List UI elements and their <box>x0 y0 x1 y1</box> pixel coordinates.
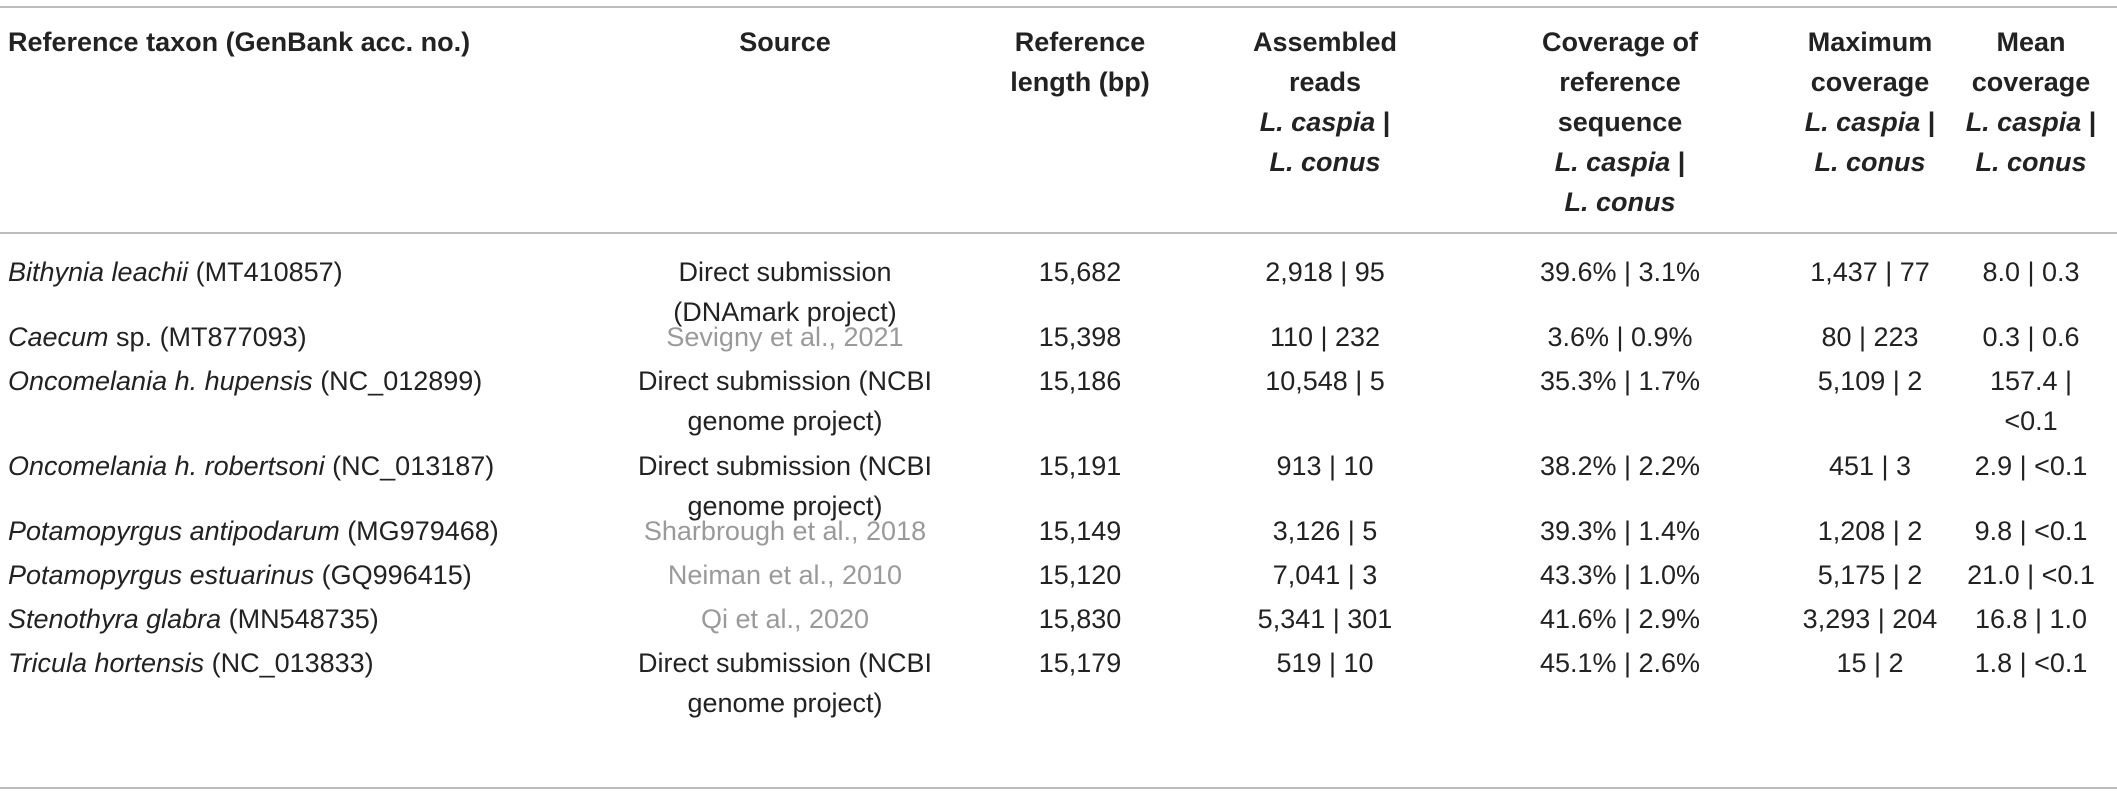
source-line2: genome project) <box>687 491 883 521</box>
cell-taxon <box>8 361 598 401</box>
cell-reference-length: 15,120 <box>1038 560 1122 590</box>
accession-number: (NC_012899) <box>312 366 483 396</box>
cell-reference-length: 15,830 <box>1038 604 1122 634</box>
cell-reference-length: 15,682 <box>1038 257 1122 287</box>
source-citation-link[interactable]: Sharbrough et al., 2018 <box>643 516 927 546</box>
accession-number: (MT410857) <box>188 257 343 287</box>
cell-max-coverage: 451 | 3 <box>1828 451 1912 481</box>
header-meancov-line1: Mean <box>1996 27 2066 57</box>
table-top-rule <box>0 6 2117 8</box>
cell-coverage: 39.3% | 1.4% <box>1539 516 1701 546</box>
header-assembled-reads <box>1180 22 1470 182</box>
mean-line1: 2.9 | <0.1 <box>1974 451 2088 481</box>
mean-line1: 21.0 | <0.1 <box>1967 560 2095 590</box>
header-maxcov-species1: L. caspia <box>1804 107 1921 137</box>
header-coverage-line1: Coverage of <box>1541 27 1699 57</box>
header-maxcov-species2: L. conus <box>1814 147 1926 177</box>
header-meancov-separator: | <box>2081 107 2097 137</box>
header-source-label: Source <box>739 27 831 57</box>
header-assembled-line1: Assembled <box>1252 27 1398 57</box>
table-header-rule <box>0 232 2117 234</box>
cell-max-coverage: 1,208 | 2 <box>1817 516 1923 546</box>
cell-mean-coverage <box>1945 252 2117 292</box>
header-coverage-species2: L. conus <box>1564 187 1676 217</box>
cell-coverage: 41.6% | 2.9% <box>1539 604 1701 634</box>
header-mean-coverage <box>1945 22 2117 182</box>
cell-coverage: 45.1% | 2.6% <box>1539 648 1701 678</box>
cell-coverage: 43.3% | 1.0% <box>1539 560 1701 590</box>
cell-reference-length: 15,191 <box>1038 451 1122 481</box>
cell-reference-length: 15,398 <box>1038 322 1122 352</box>
cell-mean-coverage <box>1945 361 2117 441</box>
accession-number: (NC_013833) <box>204 648 374 678</box>
cell-reference-length: 15,179 <box>1038 648 1122 678</box>
taxon-name: Potamopyrgus estuarinus <box>8 560 315 590</box>
header-maxcov-separator: | <box>1920 107 1936 137</box>
cell-assembled-reads: 2,918 | 95 <box>1265 257 1385 287</box>
cell-taxon <box>8 446 598 486</box>
table-bottom-rule <box>0 787 2117 789</box>
taxon-name: Tricula hortensis <box>8 648 205 678</box>
cell-max-coverage: 1,437 | 77 <box>1810 257 1930 287</box>
header-coverage-line2: reference <box>1559 67 1681 97</box>
cell-taxon <box>8 599 598 639</box>
header-assembled-separator: | <box>1375 107 1391 137</box>
source-line1: Direct submission (NCBI <box>637 451 933 481</box>
header-assembled-species1: L. caspia <box>1259 107 1376 137</box>
source-citation-link[interactable]: Neiman et al., 2010 <box>667 560 903 590</box>
header-maxcov-line2: coverage <box>1810 67 1930 97</box>
source-citation-link[interactable]: Qi et al., 2020 <box>700 604 870 634</box>
cell-assembled-reads: 5,341 | 301 <box>1257 604 1393 634</box>
header-assembled-species2: L. conus <box>1269 147 1381 177</box>
header-reference-length <box>980 22 1180 102</box>
header-assembled-line2: reads <box>1288 67 1362 97</box>
cell-assembled-reads: 110 | 232 <box>1269 322 1381 352</box>
cell-mean-coverage <box>1945 555 2117 595</box>
cell-coverage: 3.6% | 0.9% <box>1547 322 1693 352</box>
source-line1: Direct submission <box>678 257 892 287</box>
header-meancov-line2: coverage <box>1971 67 2091 97</box>
cell-assembled-reads: 3,126 | 5 <box>1272 516 1378 546</box>
cell-reference-length: 15,149 <box>1038 516 1122 546</box>
header-coverage-line3: sequence <box>1557 107 1683 137</box>
taxon-name: Oncomelania h. robertsoni <box>8 451 325 481</box>
cell-mean-coverage <box>1945 643 2117 683</box>
cell-taxon <box>8 555 598 595</box>
cell-max-coverage: 15 | 2 <box>1836 648 1904 678</box>
header-source <box>590 22 980 62</box>
accession-number: (MG979468) <box>339 516 499 546</box>
header-maxcov-line1: Maximum <box>1807 27 1933 57</box>
cell-taxon <box>8 511 598 551</box>
header-coverage-species1: L. caspia <box>1554 147 1671 177</box>
header-meancov-species2: L. conus <box>1975 147 2087 177</box>
accession-number: (NC_013187) <box>324 451 495 481</box>
cell-assembled-reads: 913 | 10 <box>1276 451 1374 481</box>
cell-taxon <box>8 643 598 683</box>
mean-line1: 1.8 | <0.1 <box>1974 648 2088 678</box>
cell-assembled-reads: 10,548 | 5 <box>1265 366 1385 396</box>
taxon-name: Oncomelania h. hupensis <box>8 366 313 396</box>
source-line2: genome project) <box>687 406 883 436</box>
cell-max-coverage: 5,175 | 2 <box>1817 560 1923 590</box>
header-reference-length-line1: Reference <box>1014 27 1146 57</box>
taxon-name: Bithynia leachii <box>8 257 189 287</box>
header-maximum-coverage <box>1770 22 1970 182</box>
mean-line1: 16.8 | 1.0 <box>1974 604 2088 634</box>
mean-line1: 8.0 | 0.3 <box>1982 257 2080 287</box>
cell-assembled-reads: 519 | 10 <box>1276 648 1374 678</box>
accession-number: (MN548735) <box>221 604 379 634</box>
cell-source <box>590 361 980 441</box>
cell-mean-coverage <box>1945 511 2117 551</box>
source-line2: genome project) <box>687 688 883 718</box>
cell-coverage: 39.6% | 3.1% <box>1539 257 1701 287</box>
cell-reference-length: 15,186 <box>1038 366 1122 396</box>
cell-source[interactable] <box>590 555 980 595</box>
cell-source[interactable] <box>590 511 980 551</box>
cell-source <box>590 643 980 723</box>
header-coverage-separator: | <box>1670 147 1686 177</box>
accession-number: (GQ996415) <box>314 560 472 590</box>
source-line1: Direct submission (NCBI <box>637 366 933 396</box>
accession-number: sp. (MT877093) <box>108 322 307 352</box>
cell-taxon <box>8 317 598 357</box>
taxon-name: Stenothyra glabra <box>8 604 222 634</box>
cell-coverage: 38.2% | 2.2% <box>1539 451 1701 481</box>
cell-mean-coverage <box>1945 317 2117 357</box>
mean-line2: <0.1 <box>2004 406 2058 436</box>
mean-line1: 9.8 | <0.1 <box>1974 516 2088 546</box>
mean-line1: 157.4 | <box>1989 366 2073 396</box>
cell-mean-coverage <box>1945 446 2117 486</box>
taxon-name: Caecum <box>8 322 109 352</box>
mean-line1: 0.3 | 0.6 <box>1982 322 2080 352</box>
source-line1: Direct submission (NCBI <box>637 648 933 678</box>
cell-assembled-reads: 7,041 | 3 <box>1272 560 1378 590</box>
source-citation-link[interactable]: Sevigny et al., 2021 <box>666 322 904 352</box>
header-meancov-species1: L. caspia <box>1965 107 2082 137</box>
header-taxon <box>8 22 598 62</box>
taxon-name: Potamopyrgus antipodarum <box>8 516 340 546</box>
cell-mean-coverage <box>1945 599 2117 639</box>
cell-source[interactable] <box>590 599 980 639</box>
cell-max-coverage: 5,109 | 2 <box>1817 366 1923 396</box>
header-reference-length-line2: length (bp) <box>1010 67 1150 97</box>
cell-taxon <box>8 252 598 292</box>
cell-max-coverage: 80 | 223 <box>1821 322 1919 352</box>
cell-max-coverage: 3,293 | 204 <box>1802 604 1938 634</box>
header-coverage-reference <box>1470 22 1770 222</box>
source-line2: (DNAmark project) <box>673 297 897 327</box>
header-taxon-label: Reference taxon (GenBank acc. no.) <box>8 27 471 57</box>
cell-source[interactable] <box>590 317 980 357</box>
cell-coverage: 35.3% | 1.7% <box>1539 366 1701 396</box>
